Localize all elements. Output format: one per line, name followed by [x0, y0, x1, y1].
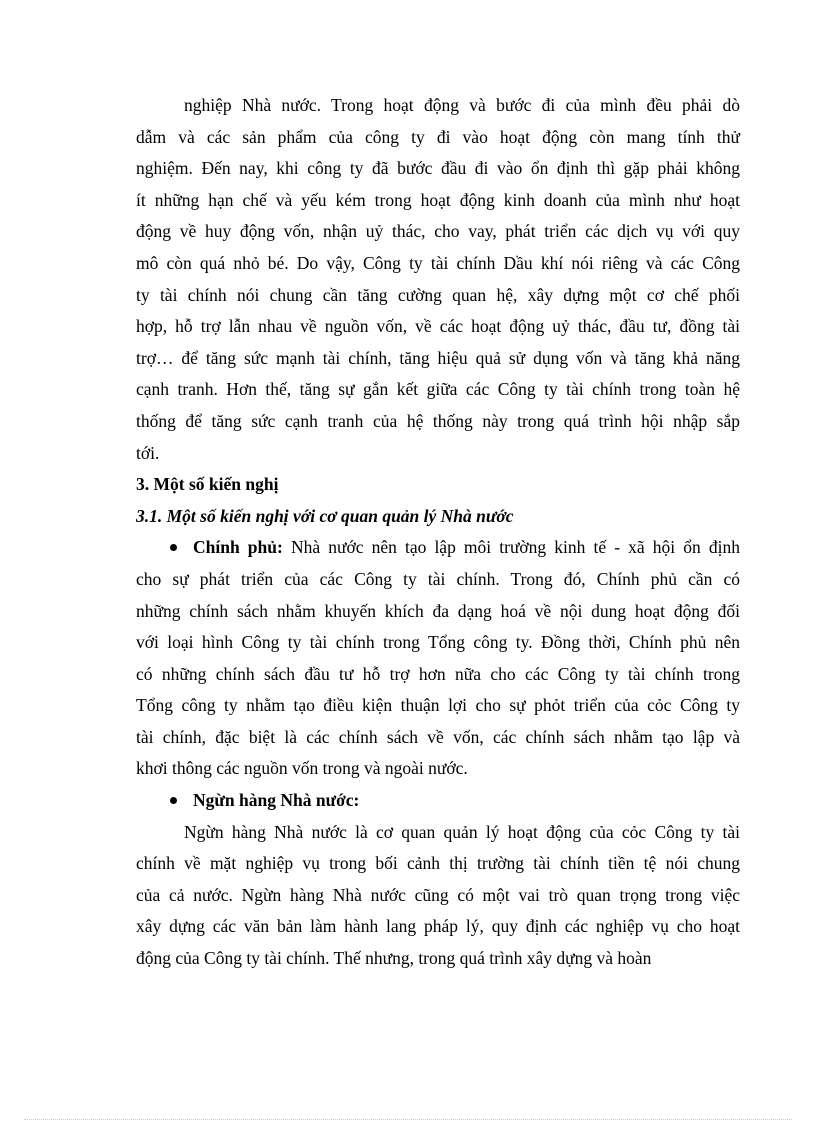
text-line: mô còn quá nhỏ bé. Do vậy, Công ty tài chính Dầu khí nói riêng và các Công: [136, 252, 740, 273]
text-line: thống để tăng sức cạnh tranh của hệ thống này trong quá trình hội nhập sắp: [136, 410, 740, 431]
text-line: ít những hạn chế và yếu kém trong hoạt động kinh doanh của mình như hoạt: [136, 189, 740, 210]
text-line: với loại hình Công ty tài chính trong Tổng công ty. Đồng thời, Chính phủ nên: [136, 632, 740, 653]
text-line: những chính sách nhằm khuyến khích đa dạng hoá về nội dung hoạt động đối: [136, 600, 740, 621]
text-line: nghiệm. Đến nay, khi công ty đã bước đầu đi vào ổn định thì gặp phải không: [136, 158, 740, 179]
bullet-first-line: [136, 532, 740, 564]
text-line: ty tài chính nói chung cần tăng cường quan hệ, xây dựng một cơ chế phối: [136, 284, 740, 305]
text-line: có những chính sách đầu tư hỗ trợ hơn nữa cho các Công ty tài chính trong: [136, 663, 740, 684]
bullet-icon: [170, 797, 177, 804]
document-page: [136, 90, 740, 975]
bullet-text: Nhà nước nên tạo lập môi trường kinh tế - xã hội ổn định: [282, 537, 740, 558]
text-line: dẫm và các sản phẩm của công ty đi vào hoạt động còn mang tính thử: [136, 126, 740, 147]
text-line: khơi thông các nguồn vốn trong và ngoài nước.: [136, 758, 468, 779]
section-heading: 3. Một số kiến nghị: [136, 474, 279, 495]
text-line: nghiệp Nhà nước. Trong hoạt động và bước đi của mình đều phải dò: [184, 95, 740, 115]
text-line: Ngừn hàng Nhà nước là cơ quan quản lý hoạt động của cỏc Công ty tài: [184, 821, 740, 842]
paragraph-state-bank: [136, 817, 740, 975]
bullet-icon: [170, 544, 177, 551]
text-line: động về huy động vốn, nhận uỷ thác, cho vay, phát triển các dịch vụ với quy: [136, 221, 740, 242]
subsection-heading: 3.1. Một số kiến nghị với cơ quan quản lý Nhà nước: [136, 505, 514, 526]
text-line: tài chính, đặc biệt là các chính sách về vốn, các chính sách nhằm tạo lập và: [136, 726, 740, 747]
text-line: cạnh tranh. Hơn thế, tăng sự gắn kết giữa các Công ty tài chính trong toàn hệ: [136, 379, 740, 400]
text-line: động của Công ty tài chính. Thế nhưng, trong quá trình xây dựng và hoàn: [136, 948, 652, 969]
bullet-item-state-bank: [136, 785, 740, 817]
text-line: trợ… để tăng sức mạnh tài chính, tăng hiệu quả sử dụng vốn và tăng khả năng: [136, 347, 740, 368]
text-line: cho sự phát triển của các Công ty tài chính. Trong đó, Chính phủ cần có: [136, 568, 740, 589]
paragraph-intro: [136, 90, 740, 469]
text-line: hợp, hỗ trợ lẫn nhau về nguồn vốn, về các hoạt động uỷ thác, đầu tư, đồng tài: [136, 316, 740, 337]
text-line: xây dựng các văn bản làm hành lang pháp lý, quy định các nghiệp vụ cho hoạt: [136, 916, 740, 937]
page-footer-divider: [24, 1119, 792, 1120]
text-line: tới.: [136, 442, 160, 463]
bullet-item-government: [136, 532, 740, 785]
text-line: của cả nước. Ngừn hàng Nhà nước cũng có một vai trò quan trọng trong việc: [136, 884, 740, 905]
bullet-label: Ngừn hàng Nhà nước:: [193, 790, 360, 811]
text-line: chính về mặt nghiệp vụ trong bối cảnh thị trường tài chính tiền tệ nói chung: [136, 853, 740, 874]
text-line: Tổng công ty nhằm tạo điều kiện thuận lợi cho sự phỏt triển của cỏc Công ty: [136, 695, 740, 716]
bullet-label: Chính phủ:: [193, 537, 283, 558]
